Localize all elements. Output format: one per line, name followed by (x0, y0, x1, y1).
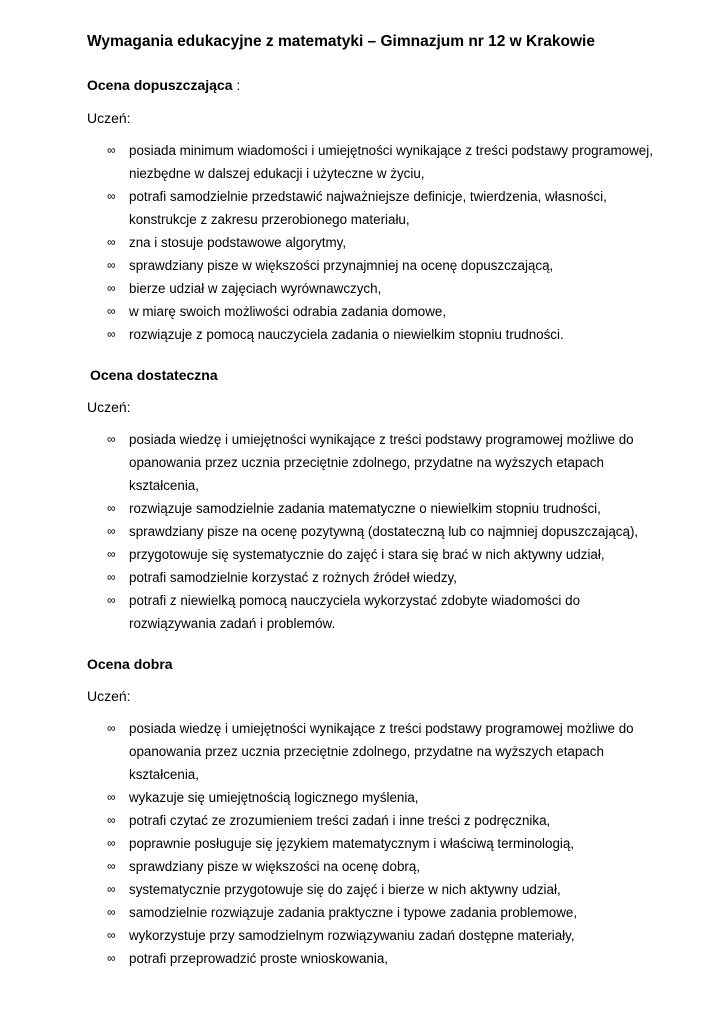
list-item-text: potrafi z niewielką pomocą nauczyciela wykorzystać zdobyte wiadomości do rozwiązywania zadań i problemów. (129, 593, 581, 631)
list-item-text: wykorzystuje przy samodzielnym rozwiązywaniu zadań dostępne materiały, (129, 928, 575, 943)
list-item-text: potrafi samodzielnie przedstawić najważniejsze definicje, twierdzenia, własności, konstrukcje z zakresu przerobionego materiału, (129, 189, 607, 227)
bullet-infinity-icon: ∞ (107, 547, 116, 561)
list-item (0, 947, 669, 970)
section-heading-text: Ocena dopuszczająca (87, 77, 233, 93)
bullet-infinity-icon: ∞ (107, 432, 116, 446)
bullet-infinity-icon: ∞ (107, 951, 116, 965)
list-item (0, 231, 669, 254)
bullet-infinity-icon: ∞ (107, 235, 116, 249)
list-item (0, 855, 669, 878)
bullet-infinity-icon: ∞ (107, 882, 116, 896)
list-item (0, 809, 669, 832)
bullet-infinity-icon: ∞ (107, 836, 116, 850)
bullet-infinity-icon: ∞ (107, 859, 116, 873)
section-heading-text: Ocena dostateczna (90, 367, 218, 383)
list-item-text: potrafi czytać ze zrozumieniem treści zadań i inne treści z podręcznika, (129, 813, 551, 828)
list-item (0, 520, 669, 543)
requirements-list-dostateczna (0, 428, 724, 635)
list-item (0, 543, 669, 566)
bullet-infinity-icon: ∞ (107, 721, 116, 735)
bullet-infinity-icon: ∞ (107, 281, 116, 295)
list-item-text: potrafi przeprowadzić proste wnioskowania, (129, 951, 389, 966)
list-item-text: bierze udział w zajęciach wyrównawczych, (129, 281, 382, 296)
list-item (0, 323, 669, 346)
list-item (0, 300, 669, 323)
bullet-infinity-icon: ∞ (107, 928, 116, 942)
list-item (0, 924, 669, 947)
list-item (0, 786, 669, 809)
list-item-text: potrafi samodzielnie korzystać z rożnych źródeł wiedzy, (129, 570, 457, 585)
bullet-infinity-icon: ∞ (107, 189, 116, 203)
bullet-infinity-icon: ∞ (107, 258, 116, 272)
list-item (0, 717, 669, 786)
section-heading-dopuszczajaca (87, 77, 240, 93)
list-item-text: zna i stosuje podstawowe algorytmy, (129, 235, 347, 250)
section-heading-text: Ocena dobra (87, 656, 173, 672)
document-title: Wymagania edukacyjne z matematyki – Gimnazjum nr 12 w Krakowie (87, 33, 595, 50)
list-item-text: przygotowuje się systematycznie do zajęć i stara się brać w nich aktywny udział, (129, 547, 605, 562)
bullet-infinity-icon: ∞ (107, 327, 116, 341)
section-heading-dostateczna (90, 367, 218, 383)
requirements-list-dobra (0, 717, 724, 970)
list-item-text: posiada minimum wiadomości i umiejętności wynikające z treści podstawy programowej, niezbędne w dalszej edukacji i użyteczne w życiu, (129, 143, 653, 181)
list-item-text: wykazuje się umiejętnością logicznego myślenia, (129, 790, 419, 805)
list-item-text: poprawnie posługuje się językiem matematycznym i właściwą terminologią, (129, 836, 575, 851)
student-label: Uczeń: (87, 399, 131, 415)
bullet-infinity-icon: ∞ (107, 143, 116, 157)
list-item (0, 878, 669, 901)
student-label: Uczeń: (87, 110, 131, 126)
list-item (0, 901, 669, 924)
list-item-text: sprawdziany pisze na ocenę pozytywną (dostateczną lub co najmniej dopuszczającą), (129, 524, 639, 539)
list-item (0, 566, 669, 589)
bullet-infinity-icon: ∞ (107, 813, 116, 827)
list-item-text: posiada wiedzę i umiejętności wynikające z treści podstawy programowej możliwe do opanowania przez ucznia przeciętnie zdolnego, przydatne na wyższych etapach kształcenia, (129, 432, 634, 493)
section-heading-dobra (87, 656, 173, 672)
list-item-text: rozwiązuje z pomocą nauczyciela zadania o niewielkim stopniu trudności. (129, 327, 564, 342)
student-label: Uczeń: (87, 688, 131, 704)
list-item-text: sprawdziany pisze w większości na ocenę dobrą, (129, 859, 421, 874)
list-item (0, 277, 669, 300)
list-item-text: samodzielnie rozwiązuje zadania praktyczne i typowe zadania problemowe, (129, 905, 578, 920)
list-item-text: systematycznie przygotowuje się do zajęć i bierze w nich aktywny udział, (129, 882, 561, 897)
list-item (0, 589, 669, 635)
list-item-text: sprawdziany pisze w większości przynajmniej na ocenę dopuszczającą, (129, 258, 554, 273)
list-item (0, 254, 669, 277)
bullet-infinity-icon: ∞ (107, 790, 116, 804)
section-heading-suffix: : (232, 77, 241, 93)
list-item (0, 139, 669, 185)
bullet-infinity-icon: ∞ (107, 570, 116, 584)
list-item (0, 832, 669, 855)
list-item-text: w miarę swoich możliwości odrabia zadania domowe, (129, 304, 447, 319)
requirements-list-dopuszczajaca (0, 139, 724, 346)
bullet-infinity-icon: ∞ (107, 304, 116, 318)
list-item (0, 185, 669, 231)
bullet-infinity-icon: ∞ (107, 524, 116, 538)
bullet-infinity-icon: ∞ (107, 905, 116, 919)
bullet-infinity-icon: ∞ (107, 593, 116, 607)
list-item (0, 428, 669, 497)
list-item (0, 497, 669, 520)
bullet-infinity-icon: ∞ (107, 501, 116, 515)
list-item-text: rozwiązuje samodzielnie zadania matematyczne o niewielkim stopniu trudności, (129, 501, 601, 516)
list-item-text: posiada wiedzę i umiejętności wynikające z treści podstawy programowej możliwe do opanowania przez ucznia przeciętnie zdolnego, przydatne na wyższych etapach kształcenia, (129, 721, 634, 782)
